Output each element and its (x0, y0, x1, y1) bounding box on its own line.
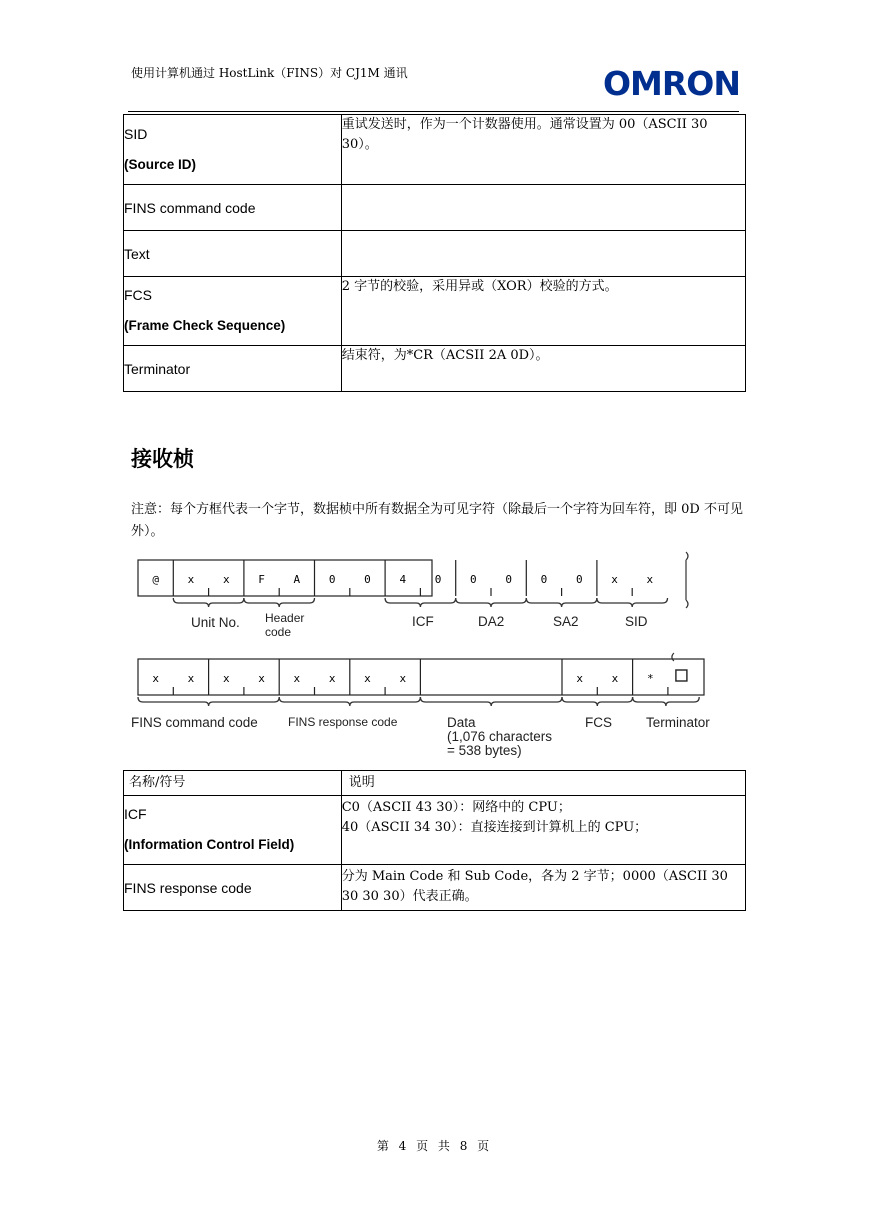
brace (420, 697, 562, 706)
header-rule (128, 111, 739, 112)
frame-row-1 (138, 552, 688, 608)
field-name-cell (124, 277, 342, 346)
field-name-cell (124, 185, 342, 231)
field-name: FINS response code (124, 879, 252, 896)
label-terminator: Terminator (646, 715, 710, 730)
field-desc-cell (341, 796, 745, 865)
brace (526, 598, 597, 607)
continuation-mark (672, 653, 674, 661)
table-row (124, 796, 746, 865)
byte-cell: 0 (470, 573, 477, 586)
label-fins-response-code: FINS response code (288, 715, 398, 729)
field-name: SID (124, 126, 148, 142)
byte-cell: x (222, 672, 230, 685)
document-header-title: 使用计算机通过 HostLink（FINS）对 CJ1M 通讯 (131, 66, 408, 80)
byte-cell: x (611, 573, 618, 586)
frame-row-1-outline (138, 560, 432, 596)
byte-cell: x (328, 672, 336, 685)
brace (138, 697, 279, 706)
field-desc: 结束符，为*CR（ACSII 2A 0D）。 (341, 346, 745, 392)
field-name-cell (124, 865, 342, 911)
byte-cell: x (364, 672, 371, 685)
label-fcs: FCS (585, 715, 612, 730)
label-fins-command-code: FINS command code (131, 715, 258, 730)
col-header-desc: 说明 (341, 771, 745, 796)
continuation-mark (686, 552, 688, 608)
response-field-table (123, 770, 746, 911)
page-footer: 第 4 页 共 8 页 (376, 1139, 493, 1153)
field-name-cell (124, 796, 342, 865)
label-sid: SID (625, 614, 648, 629)
field-subname: (Source ID) (124, 157, 197, 172)
table-row (124, 277, 746, 346)
byte-cell: x (152, 672, 159, 685)
section-note: 注意：每个方框代表一个字节，数据桢中所有数据全为可见字符（除最后一个字符为回车符，即 0D 不可见外）。 (131, 502, 743, 539)
field-name-cell (124, 115, 342, 185)
cr-symbol-icon (676, 670, 687, 681)
field-desc-line: 40（ASCII 34 30）：直接连接到计算机上的 CPU； (341, 820, 648, 835)
brace (597, 598, 668, 607)
table-row (124, 115, 746, 185)
field-name: FCS (124, 287, 152, 303)
byte-cell: x (399, 672, 407, 685)
label-header-code-1: Header (265, 611, 305, 625)
table-row (124, 231, 746, 277)
brace (633, 697, 700, 706)
byte-cell: A (293, 573, 301, 586)
label-data-count: (1,076 characters (447, 729, 553, 744)
field-name: Text (124, 245, 150, 262)
field-name: FINS command code (124, 199, 256, 216)
omron-logo: OMRON (603, 64, 740, 103)
byte-cell: 0 (328, 573, 336, 586)
field-desc-line: C0（ASCII 43 30）：网络中的 CPU； (341, 800, 571, 815)
field-subname: (Frame Check Sequence) (124, 318, 286, 333)
brace (385, 598, 456, 607)
label-sa2: SA2 (553, 614, 579, 629)
label-icf: ICF (412, 614, 434, 629)
field-desc-line: 30 30 30）代表正确。 (341, 889, 478, 904)
byte-cell: 0 (434, 573, 442, 586)
byte-cell: x (187, 672, 195, 685)
byte-cell: x (293, 672, 301, 685)
field-desc: 重试发送时，作为一个计数器使用。通常设置为 00（ASCII 30 30）。 (341, 115, 745, 185)
byte-cell: x (222, 573, 230, 586)
byte-cell: x (258, 672, 265, 685)
table-row (124, 185, 746, 231)
table-row (124, 865, 746, 911)
field-desc-cell (341, 865, 745, 911)
label-da2: DA2 (478, 614, 505, 629)
label-unit-no: Unit No. (191, 615, 240, 630)
field-name-cell (124, 346, 342, 392)
byte-cell: F (258, 573, 265, 586)
byte-cell: 0 (540, 573, 548, 586)
frame-row-2 (138, 653, 704, 695)
field-name: ICF (124, 806, 147, 822)
brace (562, 697, 633, 706)
byte-cell: x (646, 573, 654, 586)
table-row (124, 346, 746, 392)
label-data: Data (447, 715, 476, 730)
section-heading: 接收桢 (131, 447, 194, 471)
brace (279, 697, 420, 706)
byte-cell: 0 (364, 573, 371, 586)
col-header-name: 名称/符号 (124, 771, 342, 796)
label-data-bytes: = 538 bytes) (447, 743, 522, 758)
field-desc-line: 分为 Main Code 和 Sub Code，各为 2 字节；0000（ASCII 30 (341, 869, 728, 884)
brace (456, 598, 527, 607)
brace (244, 598, 315, 607)
byte-cell: @ (152, 573, 159, 586)
byte-cell: x (576, 672, 583, 685)
field-name: Terminator (124, 360, 191, 377)
field-desc (341, 231, 745, 277)
field-name-cell (124, 231, 342, 277)
byte-cell: 0 (505, 573, 512, 586)
byte-cell: * (646, 672, 654, 685)
brace (173, 598, 244, 607)
field-desc (341, 185, 745, 231)
receive-frame-diagram (128, 548, 713, 763)
field-desc: 2 字节的校验，采用异或（XOR）校验的方式。 (341, 277, 745, 346)
field-subname: (Information Control Field) (124, 837, 295, 852)
label-header-code-2: code (265, 625, 292, 639)
byte-cell: 0 (575, 573, 583, 586)
byte-cell: 4 (399, 573, 407, 586)
frame-field-table (123, 114, 746, 392)
byte-cell: x (187, 573, 195, 586)
table-header-row (124, 771, 746, 796)
byte-cell: x (611, 672, 619, 685)
